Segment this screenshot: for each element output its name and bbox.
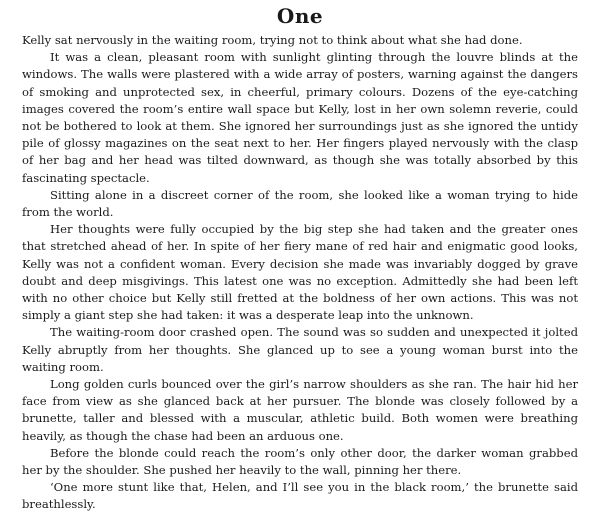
paragraph-1: Kelly sat nervously in the waiting room, trying not to think about what she had done. bbox=[22, 33, 523, 47]
paragraph-4: Her thoughts were fully occupied by the big step she had taken and the greater ones that stretched ahead of her. In spite of her fiery mane of red hair and enigmatic good looks, Kelly was not a confident woman. Every decision she made was invariably dogged by grave doubt and deep misgivings. This latest one was no exception. Admittedly she had been left with no other choice but Kelly still fretted at the boldness of her own actions. This was not simply a giant step she had taken: it was a desperate leap into the unknown. bbox=[22, 222, 578, 323]
paragraph-7: Before the blonde could reach the room’s only other door, the darker woman grabbed her by the shoulder. She pushed her heavily to the wall, pinning her there. bbox=[22, 445, 578, 478]
paragraph-2: It was a clean, pleasant room with sunlight glinting through the louvre blinds at the windows. The walls were plastered with a wide array of posters, warning against the dangers of smoking and unprotected sex, in cheerful, primary colours. Dozens of the eye-catching images covered the room’s entire wall space but Kelly, lost in her own solemn reverie, could not be bothered to look at them. She ignored her surroundings just as she ignored the untidy pile of glossy magazines on the seat next to her. Her fingers played nervously with the clasp of her bag and her head was tilted downward, as though she was totally absorbed by this fascinating spectacle. bbox=[22, 50, 578, 185]
paragraph-5: The waiting-room door crashed open. The sound was so sudden and unexpected it jolted Kelly abruptly from her thoughts. She glanced up to see a young woman burst into the waiting room. bbox=[22, 325, 578, 374]
paragraph-8: ‘One more stunt like that, Helen, and I’ll see you in the black room,’ the brunette said breathlessly. bbox=[22, 480, 578, 512]
paragraph-3: Sitting alone in a discreet corner of the room, she looked like a woman trying to hide from the world. bbox=[22, 187, 578, 220]
chapter-title: One bbox=[276, 4, 324, 28]
paragraph-6: Long golden curls bounced over the girl’s narrow shoulders as she ran. The hair hid her face from view as she glanced back at her pursuer. The blonde was closely followed by a brunette, taller and blessed with a muscular, athletic build. Both women were breathing heavily, as though the chase had been an arduous one. bbox=[22, 377, 578, 443]
chapter-body bbox=[22, 32, 578, 514]
